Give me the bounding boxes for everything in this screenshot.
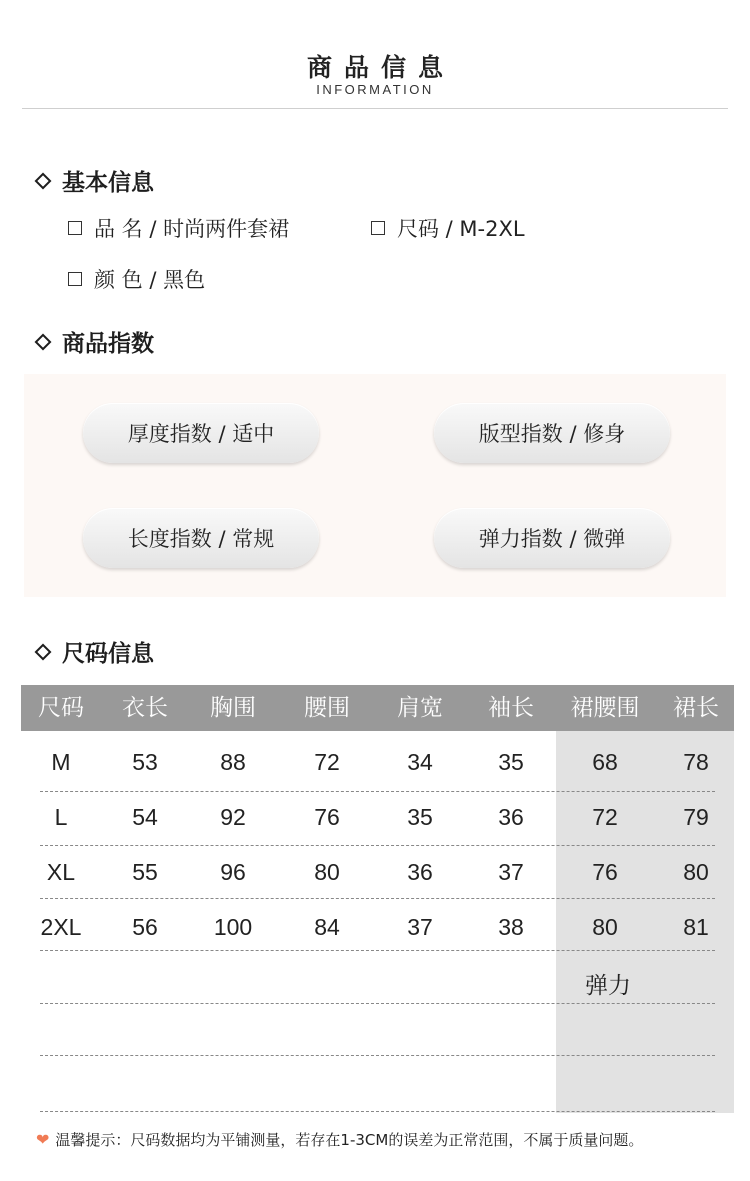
checkbox-icon xyxy=(68,272,82,286)
checkbox-icon xyxy=(371,221,385,235)
row-divider xyxy=(40,1055,715,1056)
info-item-label: 尺码 / M-2XL xyxy=(397,217,525,241)
size-tip xyxy=(36,1129,643,1150)
product-index-title: 商品指数 xyxy=(62,331,154,357)
stretch-note: 弹力 xyxy=(585,973,631,999)
row-divider xyxy=(40,1111,715,1112)
checkbox-icon xyxy=(68,221,82,235)
row-divider xyxy=(40,950,715,951)
size-table xyxy=(21,685,734,1113)
page-header xyxy=(0,0,750,110)
info-item-label: 颜 色 / 黑色 xyxy=(94,268,206,292)
table-cell: M xyxy=(51,749,71,775)
table-cell: 53 xyxy=(132,749,158,775)
table-cell: 35 xyxy=(407,804,433,830)
info-item-size xyxy=(371,213,525,243)
table-cell: 34 xyxy=(407,749,433,775)
size-info-title: 尺码信息 xyxy=(62,641,154,667)
column-header: 尺码 xyxy=(38,695,84,721)
table-cell: XL xyxy=(46,859,76,885)
header-divider xyxy=(22,108,728,109)
column-header: 裙长 xyxy=(673,695,719,721)
diamond-icon xyxy=(35,643,52,660)
table-cell: 78 xyxy=(683,749,709,775)
table-cell: 81 xyxy=(683,914,709,940)
column-header: 袖长 xyxy=(488,695,534,721)
product-index-heading xyxy=(32,325,154,358)
fit-index-pill: 版型指数 / 修身 xyxy=(434,403,670,463)
column-header: 肩宽 xyxy=(397,695,443,721)
info-item-name xyxy=(68,213,289,243)
table-cell: 36 xyxy=(498,804,524,830)
table-cell: 84 xyxy=(314,914,340,940)
page-subtitle: INFORMATION xyxy=(316,82,434,97)
row-divider xyxy=(40,1003,715,1004)
thickness-index-pill: 厚度指数 / 适中 xyxy=(83,403,319,463)
table-cell: 72 xyxy=(314,749,340,775)
size-tip-text: 温馨提示：尺码数据均为平铺测量，若存在1-3CM的误差为正常范围，不属于质量问题。 xyxy=(55,1131,644,1149)
row-divider xyxy=(40,898,715,899)
length-index-pill: 长度指数 / 常规 xyxy=(83,508,319,568)
table-cell: 37 xyxy=(407,914,433,940)
stretch-index-pill: 弹力指数 / 微弹 xyxy=(434,508,670,568)
table-cell: 92 xyxy=(220,804,246,830)
diamond-icon xyxy=(35,333,52,350)
table-header xyxy=(21,685,734,731)
basic-info-title: 基本信息 xyxy=(62,170,154,196)
table-cell: 35 xyxy=(498,749,524,775)
product-index-panel xyxy=(24,374,726,597)
table-cell: 2XL xyxy=(40,914,82,940)
info-item-color xyxy=(68,264,205,294)
table-cell: 36 xyxy=(407,859,433,885)
table-cell: 54 xyxy=(132,804,158,830)
heart-icon: ❤ xyxy=(36,1130,50,1149)
table-cell: 76 xyxy=(592,859,618,885)
table-cell: 55 xyxy=(132,859,158,885)
table-cell: 37 xyxy=(498,859,524,885)
table-cell: 80 xyxy=(683,859,709,885)
table-cell: 80 xyxy=(592,914,618,940)
table-cell: 56 xyxy=(132,914,158,940)
column-header: 腰围 xyxy=(304,695,350,721)
table-cell: 38 xyxy=(498,914,524,940)
table-cell: 100 xyxy=(213,914,253,940)
info-item-label: 品 名 / 时尚两件套裙 xyxy=(94,217,290,241)
size-info-heading xyxy=(32,635,154,668)
row-divider xyxy=(40,845,715,846)
row-divider xyxy=(40,791,715,792)
column-header: 衣长 xyxy=(122,695,168,721)
table-cell: 88 xyxy=(220,749,246,775)
table-cell: L xyxy=(54,804,68,830)
table-cell: 80 xyxy=(314,859,340,885)
diamond-icon xyxy=(35,172,52,189)
column-header: 裙腰围 xyxy=(570,695,640,721)
table-cell: 79 xyxy=(683,804,709,830)
table-cell: 76 xyxy=(314,804,340,830)
table-cell: 72 xyxy=(592,804,618,830)
page-title: 商品信息 xyxy=(306,53,455,82)
basic-info-heading xyxy=(32,164,154,197)
column-header: 胸围 xyxy=(210,695,256,721)
table-cell: 96 xyxy=(220,859,246,885)
table-cell: 68 xyxy=(592,749,618,775)
